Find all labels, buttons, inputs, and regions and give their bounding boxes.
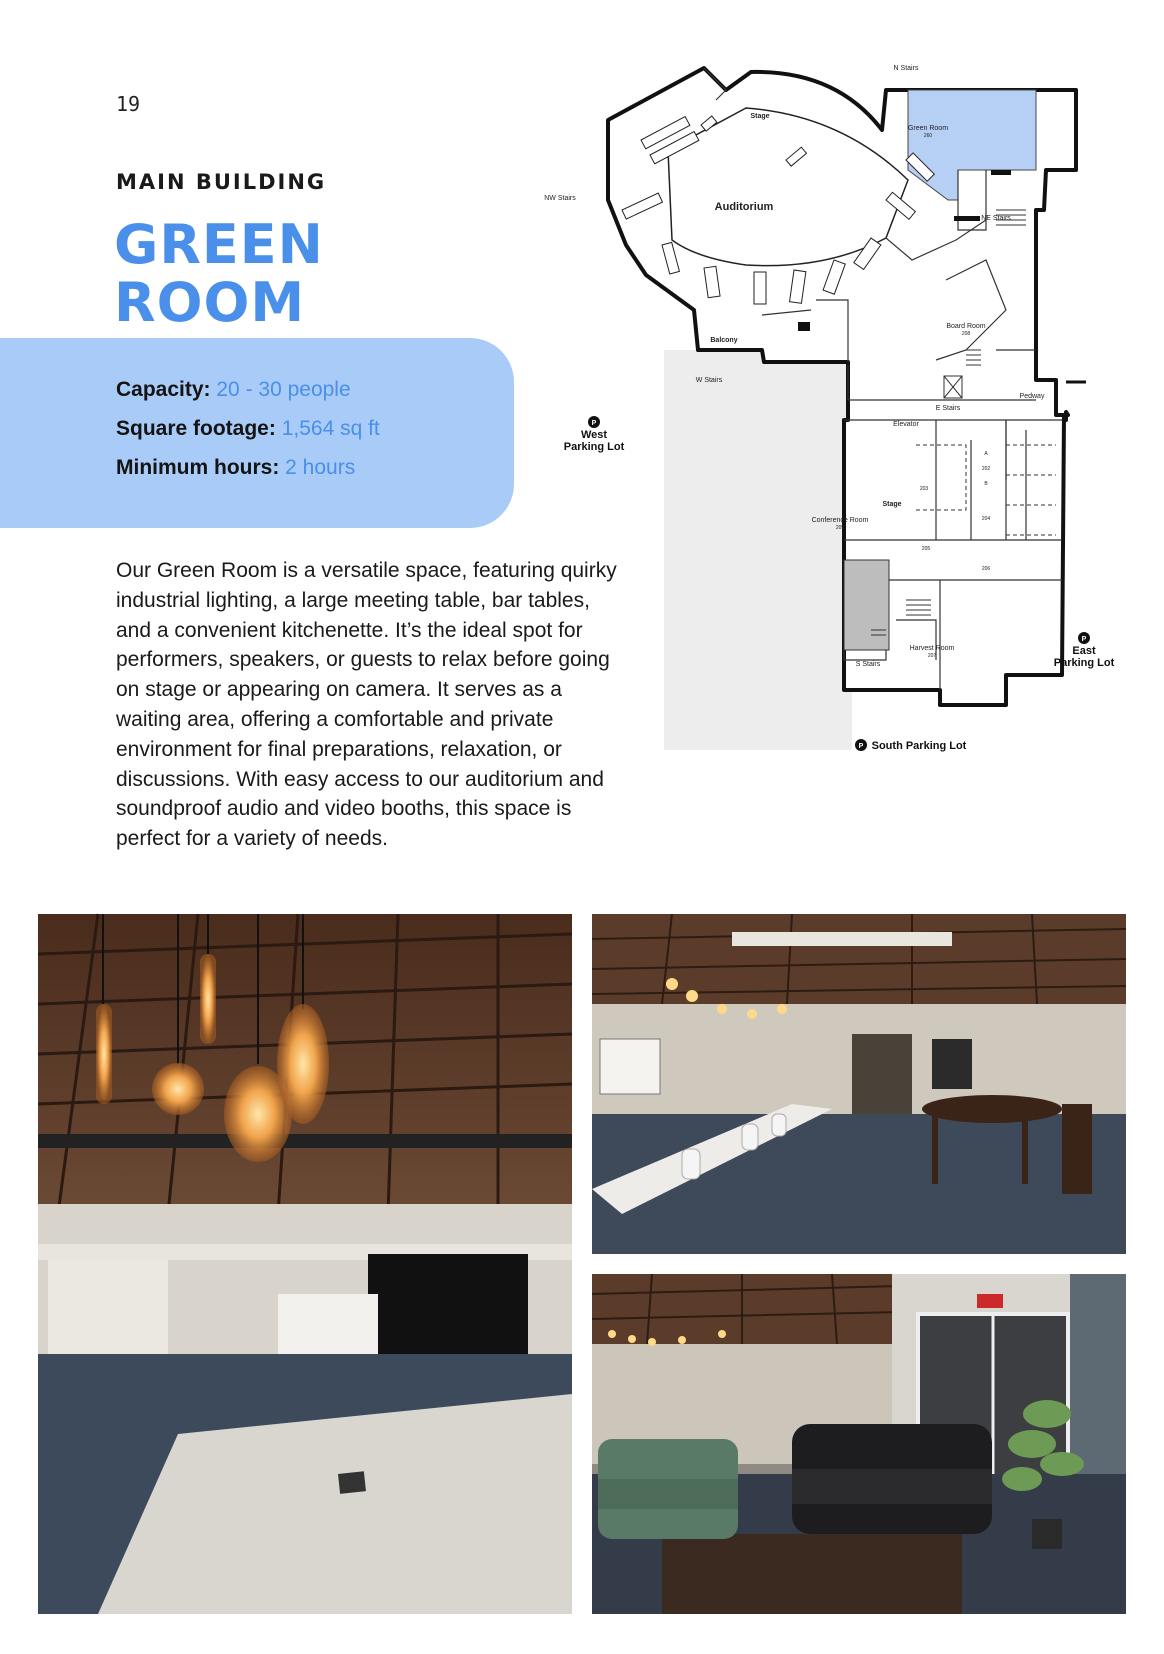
minimum-hours-stat (116, 456, 355, 480)
map-label-board-room-number: 208 (961, 331, 971, 337)
map-label-s-stairs: S Stairs (855, 661, 881, 668)
map-label-room-205: 205 (921, 546, 931, 552)
map-label-room-206: 206 (981, 566, 991, 572)
map-label-stage: Stage (750, 113, 770, 120)
floor-plan-map (544, 60, 1115, 760)
parking-icon-west: P (591, 420, 597, 427)
square-footage-value: 1,564 sq ft (281, 417, 380, 440)
map-label-east-parking-lot: Parking Lot (1053, 657, 1115, 669)
map-label-west-parking-lot: Parking Lot (563, 441, 625, 453)
map-label-east-parking: East (1072, 645, 1096, 657)
map-label-west-parking: West (580, 429, 608, 441)
map-label-b: B (984, 481, 988, 487)
map-label-green-room: Green Room (907, 125, 949, 132)
map-label-ne-stairs: NE Stairs (981, 215, 1011, 222)
map-label-harvest-room-number: 207 (927, 653, 937, 659)
minimum-hours-value: 2 hours (285, 456, 356, 479)
capacity-stat (116, 378, 351, 402)
map-label-stage-2: Stage (882, 501, 902, 508)
minimum-hours-label: Minimum hours: (116, 456, 280, 479)
map-label-auditorium: Auditorium (714, 201, 774, 213)
page-title (114, 213, 324, 334)
map-label-balcony: Balcony (710, 337, 738, 344)
map-label-conference-room: Conference Room (811, 517, 869, 524)
page-title-line-2: ROOM (114, 271, 306, 334)
capacity-value: 20 - 30 people (216, 378, 351, 401)
page-title-line-1: GREEN (114, 213, 324, 276)
map-label-elevator: Elevator (893, 421, 919, 428)
map-label-a: A (984, 451, 988, 457)
green-room-lounge-photo (592, 1274, 1126, 1614)
map-label-room-204: 204 (981, 516, 991, 522)
map-label-e-stairs: E Stairs (935, 405, 961, 412)
parking-icon-east: P (1081, 636, 1087, 643)
section-eyebrow: MAIN BUILDING (116, 170, 327, 194)
map-label-nw-stairs: NW Stairs (544, 195, 576, 202)
capacity-label: Capacity: (116, 378, 211, 401)
square-footage-stat (116, 417, 380, 441)
map-label-pedway: Pedway (1019, 393, 1045, 400)
room-description: Our Green Room is a versatile space, featuring quirky industrial lighting, a large meeting table, bar tables, and a convenient kitchenette. It’s the ideal spot for performers, speakers, or guests to relax before going on stage or appearing on camera. It serves as a waiting area, offering a comfortable and private environment for final preparations, relaxation, or discussions. With easy access to our auditorium and soundproof audio and video booths, this space is perfect for a variety of needs. (116, 559, 617, 851)
green-room-pendant-lights-photo (38, 914, 572, 1614)
map-label-room-203: 203 (919, 486, 929, 492)
green-room-meeting-table-photo (592, 914, 1126, 1254)
parking-icon-south: P (858, 743, 864, 750)
map-label-harvest-room: Harvest Room (909, 645, 955, 652)
map-label-w-stairs: W Stairs (695, 377, 723, 384)
map-label-room-202: 202 (981, 466, 991, 472)
map-label-green-room-number: 260 (923, 133, 933, 139)
square-footage-label: Square footage: (116, 417, 276, 440)
map-label-board-room: Board Room (946, 323, 986, 330)
page-number: 19 (116, 92, 141, 116)
map-label-conference-room-number: 209 (835, 525, 845, 531)
map-label-n-stairs: N Stairs (893, 65, 919, 72)
map-label-south-parking: South Parking Lot (871, 740, 967, 752)
